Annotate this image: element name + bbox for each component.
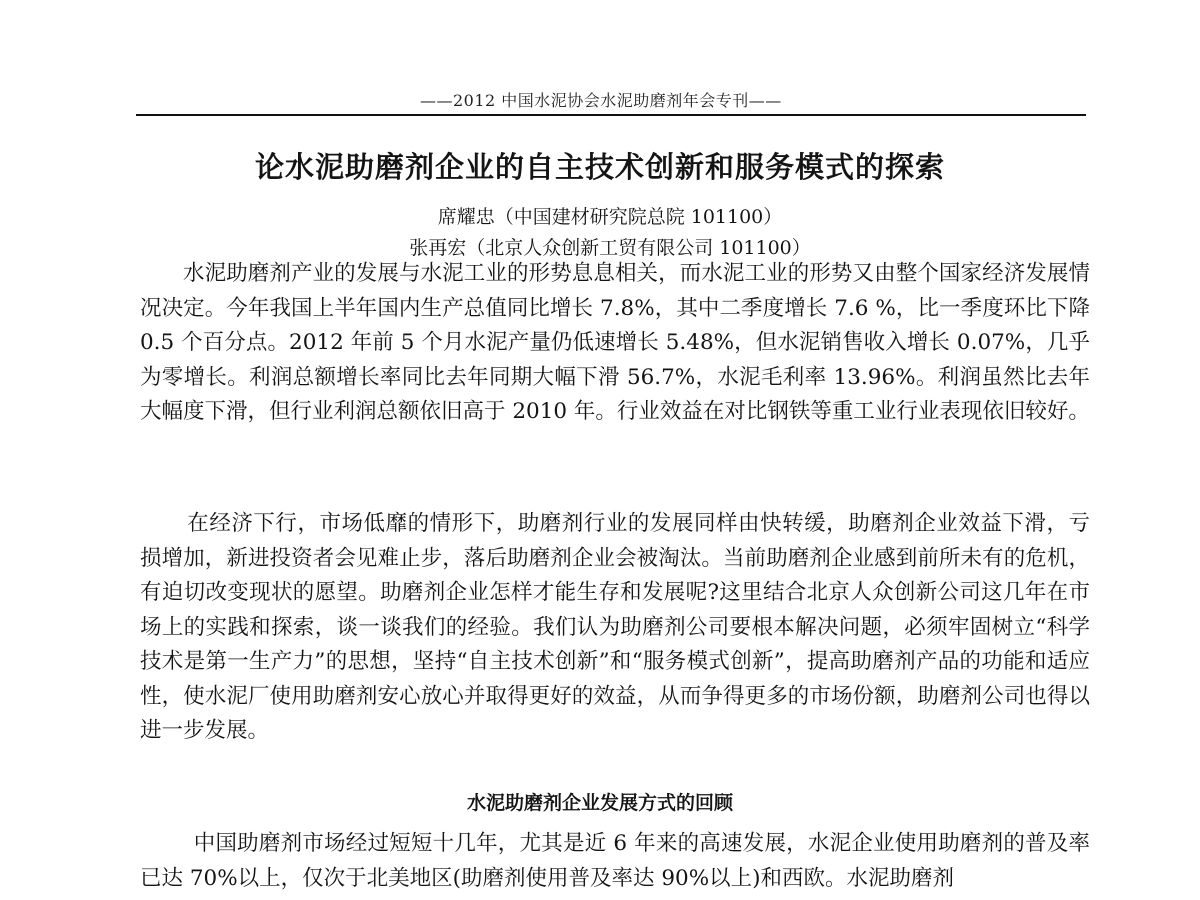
section-paragraph: 中国助磨剂市场经过短短十几年，尤其是近 6 年来的高速发展，水泥企业使用助磨剂的普及率已达 70%以上，仅次于北美地区(助磨剂使用普及率达 90%以上)和西欧。水泥助磨剂 [140, 831, 1090, 891]
author-line-2: 张再宏（北京人众创新工贸有限公司 101100） [409, 237, 811, 259]
paper-title: 论水泥助磨剂企业的自主技术创新和服务模式的探索 [254, 150, 945, 184]
header-rule [136, 114, 1086, 116]
author-line-1: 席耀忠（中国建材研究院总院 101100） [437, 206, 783, 228]
body-paragraph-2: 在经济下行，市场低靡的情形下，助磨剂行业的发展同样由快转缓，助磨剂企业效益下滑，亏损增加，新进投资者会见难止步，落后助磨剂企业会被淘汰。当前助磨剂企业感到前所未有的危机，有迫切改变现状的愿望。助磨剂企业怎样才能生存和发展呢?这里结合北京人众创新公司这几年在市场上的实践和探索，谈一谈我们的经验。我们认为助磨剂公司要根本解决问题，必须牢固树立“科学技术是第一生产力”的思想，坚持“自主技术创新”和“服务模式创新”，提高助磨剂产品的功能和适应性，使水泥厂使用助磨剂安心放心并取得更好的效益，从而争得更多的市场份额，助磨剂公司也得以进一步发展。 [140, 511, 1090, 743]
section-heading: 水泥助磨剂企业发展方式的回顾 [466, 792, 733, 814]
body-paragraph-1: 水泥助磨剂产业的发展与水泥工业的形势息息相关，而水泥工业的形势又由整个国家经济发展情况决定。今年我国上半年国内生产总值同比增长 7.8%，其中二季度增长 7.6 %，比一季度环比下降 0.5 个百分点。2012 年前 5 个月水泥产量仍低速增长 5.48%，但水泥销售收入增长 0.07%，几乎为零增长。利润总额增长率同比去年同期大幅下滑 56.7%，水泥毛利率 13.96%。利润虽然比去年大幅度下滑，但行业利润总额依旧高于 2010 年。行业效益在对比钢铁等重工业行业表现依旧较好。 [140, 261, 1090, 424]
running-header: ——2012 中国水泥协会水泥助磨剂年会专刊—— [420, 91, 782, 110]
